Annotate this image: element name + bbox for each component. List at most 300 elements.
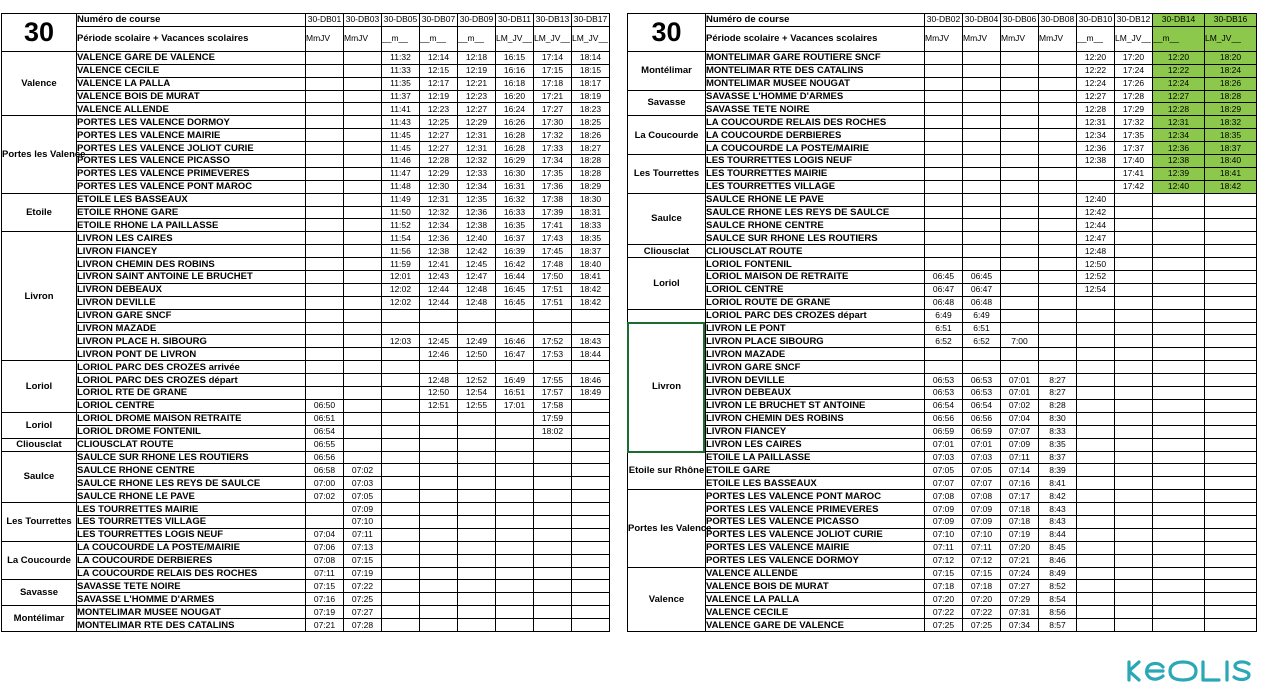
table-row [2, 554, 610, 567]
departure-time: 16:28 [496, 129, 534, 142]
departure-time: 12:15 [420, 64, 458, 77]
departure-time [1115, 528, 1153, 541]
departure-time: 8:27 [1039, 374, 1077, 387]
stop-name: LORIOL CENTRE [77, 399, 306, 412]
departure-time: 16:15 [496, 51, 534, 64]
departure-time: 8:37 [1039, 451, 1077, 464]
departure-time [1153, 309, 1205, 322]
stop-name: LIVRON DEVILLE [706, 374, 925, 387]
departure-time: 18:24 [1205, 64, 1257, 77]
departure-time: 17:59 [534, 412, 572, 425]
departure-time [1039, 245, 1077, 258]
stop-name: VALENCE ALLENDE [706, 567, 925, 580]
city-name: Valence [2, 51, 77, 115]
departure-time [1039, 271, 1077, 284]
stop-name: SAVASSE TETE NOIRE [706, 103, 925, 116]
departure-time: 16:44 [496, 271, 534, 284]
departure-time [1001, 51, 1039, 64]
departure-time [1115, 322, 1153, 335]
departure-time: 18:14 [572, 51, 610, 64]
table-row [2, 129, 610, 142]
departure-time [1115, 554, 1153, 567]
stop-name: LORIOL ROUTE DE GRANE [706, 296, 925, 309]
departure-time [458, 554, 496, 567]
departure-time: 06:56 [925, 412, 963, 425]
departure-time: 16:35 [496, 219, 534, 232]
departure-time [382, 515, 420, 528]
departure-time: 07:19 [306, 606, 344, 619]
operating-days: LM_JV__ [496, 26, 534, 51]
table-row [628, 425, 1257, 438]
departure-time: 12:21 [458, 77, 496, 90]
departure-time [1205, 245, 1257, 258]
departure-time: 07:20 [963, 593, 1001, 606]
departure-time [344, 219, 382, 232]
departure-time [1001, 193, 1039, 206]
departure-time [458, 464, 496, 477]
departure-time: 18:43 [572, 335, 610, 348]
departure-time [1115, 412, 1153, 425]
departure-time [1115, 503, 1153, 516]
departure-time [344, 129, 382, 142]
departure-time: 12:02 [382, 283, 420, 296]
departure-time [963, 193, 1001, 206]
departure-time: 12:24 [1153, 77, 1205, 90]
departure-time [1205, 387, 1257, 400]
departure-time [1205, 464, 1257, 477]
departure-time: 06:50 [306, 399, 344, 412]
departure-time [1039, 283, 1077, 296]
stop-name: MONTELIMAR MUSEE NOUGAT [706, 77, 925, 90]
departure-time [1039, 77, 1077, 90]
departure-time: 12:27 [1077, 90, 1115, 103]
departure-time: 12:44 [420, 296, 458, 309]
city-name: Savasse [2, 580, 77, 606]
departure-time: 18:35 [572, 232, 610, 245]
departure-time: 07:05 [963, 464, 1001, 477]
departure-time [344, 155, 382, 168]
departure-time [420, 412, 458, 425]
departure-time: 07:08 [306, 554, 344, 567]
departure-time [1039, 155, 1077, 168]
departure-time [925, 361, 963, 374]
departure-time [1039, 167, 1077, 180]
stop-name: LORIOL PARC DES CROZES arrivée [77, 361, 306, 374]
course-number: 30-DB03 [344, 14, 382, 27]
departure-time [1115, 374, 1153, 387]
departure-time [1039, 296, 1077, 309]
departure-time: 12:48 [458, 283, 496, 296]
departure-time [572, 425, 610, 438]
departure-time [344, 309, 382, 322]
departure-time [925, 77, 963, 90]
departure-time: 12:34 [1153, 129, 1205, 142]
operating-days: __m__ [382, 26, 420, 51]
stop-name: LIVRON LE PONT [706, 322, 925, 335]
departure-time [344, 64, 382, 77]
stop-name: LIVRON DEBEAUX [77, 283, 306, 296]
departure-time: 16:49 [496, 374, 534, 387]
departure-time [963, 155, 1001, 168]
departure-time [1001, 232, 1039, 245]
departure-time [1153, 515, 1205, 528]
city-name: Etoile [2, 193, 77, 232]
departure-time: 18:42 [572, 283, 610, 296]
departure-time: 12:25 [420, 116, 458, 129]
departure-time [1205, 283, 1257, 296]
departure-time: 06:51 [306, 412, 344, 425]
departure-time: 11:41 [382, 103, 420, 116]
departure-time [1153, 387, 1205, 400]
departure-time [306, 193, 344, 206]
departure-time: 07:21 [306, 619, 344, 632]
departure-time: 07:01 [963, 438, 1001, 451]
course-number-label: Numéro de course [706, 14, 925, 27]
table-row [628, 258, 1257, 271]
departure-time [496, 606, 534, 619]
table-row [2, 515, 610, 528]
departure-time [1153, 335, 1205, 348]
departure-time [1115, 619, 1153, 632]
departure-time [1115, 425, 1153, 438]
departure-time: 07:19 [1001, 528, 1039, 541]
departure-time [1001, 245, 1039, 258]
departure-time: 12:40 [1077, 193, 1115, 206]
city-name: Livron [2, 232, 77, 361]
departure-time: 12:38 [420, 245, 458, 258]
departure-time: 07:04 [1001, 412, 1039, 425]
departure-time [963, 64, 1001, 77]
table-row [628, 399, 1257, 412]
departure-time: 7:00 [1001, 335, 1039, 348]
departure-time: 12:31 [458, 129, 496, 142]
table-row [2, 606, 610, 619]
departure-time: 18:32 [1205, 116, 1257, 129]
table-row [628, 464, 1257, 477]
table-row [628, 387, 1257, 400]
departure-time: 07:27 [1001, 580, 1039, 593]
departure-time [496, 503, 534, 516]
departure-time: 07:15 [306, 580, 344, 593]
stop-name: PORTES LES VALENCE PRIMEVERES [77, 167, 306, 180]
departure-time [420, 438, 458, 451]
departure-time [496, 451, 534, 464]
city-name: Portes les Valence [2, 116, 77, 193]
departure-time: 11:37 [382, 90, 420, 103]
departure-time: 07:06 [306, 541, 344, 554]
table-row [2, 90, 610, 103]
departure-time [1115, 490, 1153, 503]
stop-name: CLIOUSCLAT ROUTE [77, 438, 306, 451]
departure-time: 07:01 [925, 438, 963, 451]
keolis-logo [1125, 656, 1255, 686]
departure-time [1077, 296, 1115, 309]
stop-name: MONTELIMAR MUSEE NOUGAT [77, 606, 306, 619]
departure-time [1115, 387, 1153, 400]
departure-time [344, 167, 382, 180]
header-row-course [628, 14, 1257, 27]
departure-time: 06:47 [963, 283, 1001, 296]
departure-time [420, 528, 458, 541]
departure-time [572, 515, 610, 528]
departure-time [572, 477, 610, 490]
departure-time [1039, 90, 1077, 103]
departure-time: 18:31 [572, 206, 610, 219]
departure-time: 11:54 [382, 232, 420, 245]
departure-time [1077, 425, 1115, 438]
departure-time [534, 464, 572, 477]
departure-time [458, 361, 496, 374]
table-row [2, 580, 610, 593]
departure-time [1001, 361, 1039, 374]
departure-time [925, 258, 963, 271]
departure-time: 16:33 [496, 206, 534, 219]
departure-time: 07:03 [963, 451, 1001, 464]
departure-time [382, 593, 420, 606]
departure-time [1001, 167, 1039, 180]
departure-time [496, 490, 534, 503]
departure-time: 8:44 [1039, 528, 1077, 541]
stop-name: VALENCE LA PALLA [706, 593, 925, 606]
departure-time: 12:17 [420, 77, 458, 90]
departure-time: 06:58 [306, 464, 344, 477]
table-row [2, 528, 610, 541]
departure-time [1115, 193, 1153, 206]
departure-time [925, 64, 963, 77]
departure-time: 16:30 [496, 167, 534, 180]
departure-time [534, 580, 572, 593]
departure-time [1153, 619, 1205, 632]
departure-time: 07:28 [344, 619, 382, 632]
departure-time [963, 142, 1001, 155]
departure-time [1115, 477, 1153, 490]
departure-time: 07:09 [1001, 438, 1039, 451]
stop-name: SAULCE RHONE LE PAVE [706, 193, 925, 206]
table-row [628, 606, 1257, 619]
departure-time [496, 309, 534, 322]
operating-days: MmJV [306, 26, 344, 51]
departure-time [306, 271, 344, 284]
departure-time: 18:40 [572, 258, 610, 271]
departure-time [1039, 193, 1077, 206]
departure-time: 07:01 [1001, 387, 1039, 400]
departure-time: 07:16 [306, 593, 344, 606]
departure-time [344, 271, 382, 284]
departure-time [1115, 464, 1153, 477]
departure-time: 6:51 [963, 322, 1001, 335]
departure-time: 12:38 [458, 219, 496, 232]
departure-time: 12:22 [1153, 64, 1205, 77]
stop-name: LIVRON LES CAIRES [706, 438, 925, 451]
departure-time [420, 477, 458, 490]
departure-time: 07:09 [963, 503, 1001, 516]
departure-time: 16:26 [496, 116, 534, 129]
departure-time [306, 515, 344, 528]
table-row [2, 503, 610, 516]
departure-time [534, 606, 572, 619]
stop-name: LES TOURRETTES LOGIS NEUF [706, 155, 925, 168]
departure-time [1205, 593, 1257, 606]
departure-time: 18:29 [572, 180, 610, 193]
departure-time: 16:45 [496, 296, 534, 309]
table-row [2, 271, 610, 284]
departure-time [1115, 451, 1153, 464]
departure-time [382, 503, 420, 516]
departure-time: 8:52 [1039, 580, 1077, 593]
departure-time: 07:29 [1001, 593, 1039, 606]
departure-time: 07:05 [344, 490, 382, 503]
departure-time: 17:45 [534, 245, 572, 258]
departure-time [496, 515, 534, 528]
departure-time [925, 90, 963, 103]
departure-time: 18:46 [572, 374, 610, 387]
departure-time [382, 464, 420, 477]
departure-time: 12:22 [1077, 64, 1115, 77]
departure-time: 11:43 [382, 116, 420, 129]
table-row [2, 77, 610, 90]
departure-time [1115, 232, 1153, 245]
departure-time [420, 515, 458, 528]
departure-time [344, 335, 382, 348]
departure-time [344, 451, 382, 464]
departure-time: 12:38 [1077, 155, 1115, 168]
operating-days: __m__ [458, 26, 496, 51]
stop-name: LIVRON SAINT ANTOINE LE BRUCHET [77, 271, 306, 284]
departure-time: 12:02 [382, 296, 420, 309]
departure-time [925, 116, 963, 129]
stop-name: LIVRON CHEMIN DES ROBINS [706, 412, 925, 425]
city-name: Les Tourrettes [2, 503, 77, 542]
departure-time [344, 322, 382, 335]
departure-time: 12:39 [1153, 167, 1205, 180]
header-row-period [628, 26, 1257, 51]
departure-time: 12:47 [1077, 232, 1115, 245]
departure-time: 12:27 [1153, 90, 1205, 103]
departure-time: 17:37 [1115, 142, 1153, 155]
departure-time [1205, 348, 1257, 361]
departure-time [420, 490, 458, 503]
departure-time [1115, 515, 1153, 528]
departure-time [1153, 412, 1205, 425]
stop-name: LIVRON PLACE SIBOURG [706, 335, 925, 348]
departure-time: 17:34 [534, 155, 572, 168]
stop-name: MONTELIMAR RTE DES CATALINS [706, 64, 925, 77]
departure-time [1153, 490, 1205, 503]
table-row [628, 206, 1257, 219]
stop-name: LORIOL RTE DE GRANE [77, 387, 306, 400]
departure-time: 12:36 [420, 232, 458, 245]
departure-time: 11:32 [382, 51, 420, 64]
departure-time [1205, 528, 1257, 541]
departure-time [1039, 116, 1077, 129]
operating-days: MmJV [925, 26, 963, 51]
departure-time [420, 309, 458, 322]
departure-time [925, 348, 963, 361]
period-label: Période scolaire + Vacances scolaires [77, 26, 306, 51]
departure-time: 12:19 [420, 90, 458, 103]
departure-time: 8:33 [1039, 425, 1077, 438]
departure-time [344, 142, 382, 155]
departure-time [496, 438, 534, 451]
departure-time [344, 51, 382, 64]
departure-time: 07:17 [1001, 490, 1039, 503]
departure-time [1115, 309, 1153, 322]
table-row [2, 142, 610, 155]
departure-time: 07:18 [1001, 515, 1039, 528]
departure-time [1077, 503, 1115, 516]
departure-time: 11:33 [382, 64, 420, 77]
departure-time: 6:49 [925, 309, 963, 322]
departure-time: 07:15 [963, 567, 1001, 580]
table-row [2, 180, 610, 193]
departure-time: 12:54 [1077, 283, 1115, 296]
departure-time [534, 477, 572, 490]
departure-time [1115, 335, 1153, 348]
departure-time: 07:15 [925, 567, 963, 580]
table-row [2, 283, 610, 296]
course-number: 30-DB12 [1115, 14, 1153, 27]
stop-name: LORIOL FONTENIL [706, 258, 925, 271]
departure-time [1205, 451, 1257, 464]
stop-name: MONTELIMAR RTE DES CATALINS [77, 619, 306, 632]
departure-time [1205, 399, 1257, 412]
departure-time [1115, 258, 1153, 271]
table-row [628, 515, 1257, 528]
departure-time [306, 296, 344, 309]
table-row [628, 374, 1257, 387]
stop-name: LES TOURRETTES LOGIS NEUF [77, 528, 306, 541]
departure-time: 07:11 [306, 567, 344, 580]
operating-days: MmJV [344, 26, 382, 51]
departure-time: 07:25 [925, 619, 963, 632]
departure-time [1077, 606, 1115, 619]
stop-name: SAULCE RHONE CENTRE [77, 464, 306, 477]
header-row-course [2, 14, 610, 27]
departure-time: 16:18 [496, 77, 534, 90]
stop-name: VALENCE GARE DE VALENCE [706, 619, 925, 632]
departure-time [572, 503, 610, 516]
departure-time [1077, 490, 1115, 503]
departure-time: 07:08 [963, 490, 1001, 503]
departure-time [306, 90, 344, 103]
departure-time: 07:18 [1001, 503, 1039, 516]
stop-name: LIVRON LES CAIRES [77, 232, 306, 245]
departure-time [963, 90, 1001, 103]
table-row [628, 322, 1257, 335]
departure-time [534, 567, 572, 580]
departure-time [382, 399, 420, 412]
table-row [628, 554, 1257, 567]
departure-time [534, 528, 572, 541]
course-number-label: Numéro de course [77, 14, 306, 27]
departure-time: 07:02 [306, 490, 344, 503]
table-row [2, 232, 610, 245]
departure-time: 12:54 [458, 387, 496, 400]
departure-time [458, 309, 496, 322]
departure-time [572, 528, 610, 541]
departure-time: 12:48 [458, 296, 496, 309]
departure-time [496, 541, 534, 554]
departure-time: 11:35 [382, 77, 420, 90]
departure-time [458, 580, 496, 593]
departure-time [1205, 206, 1257, 219]
stop-name: VALENCE CECILE [77, 64, 306, 77]
stop-name: LIVRON FIANCEY [77, 245, 306, 258]
departure-time [382, 438, 420, 451]
departure-time: 17:18 [534, 77, 572, 90]
departure-time [1153, 438, 1205, 451]
departure-time [1205, 567, 1257, 580]
